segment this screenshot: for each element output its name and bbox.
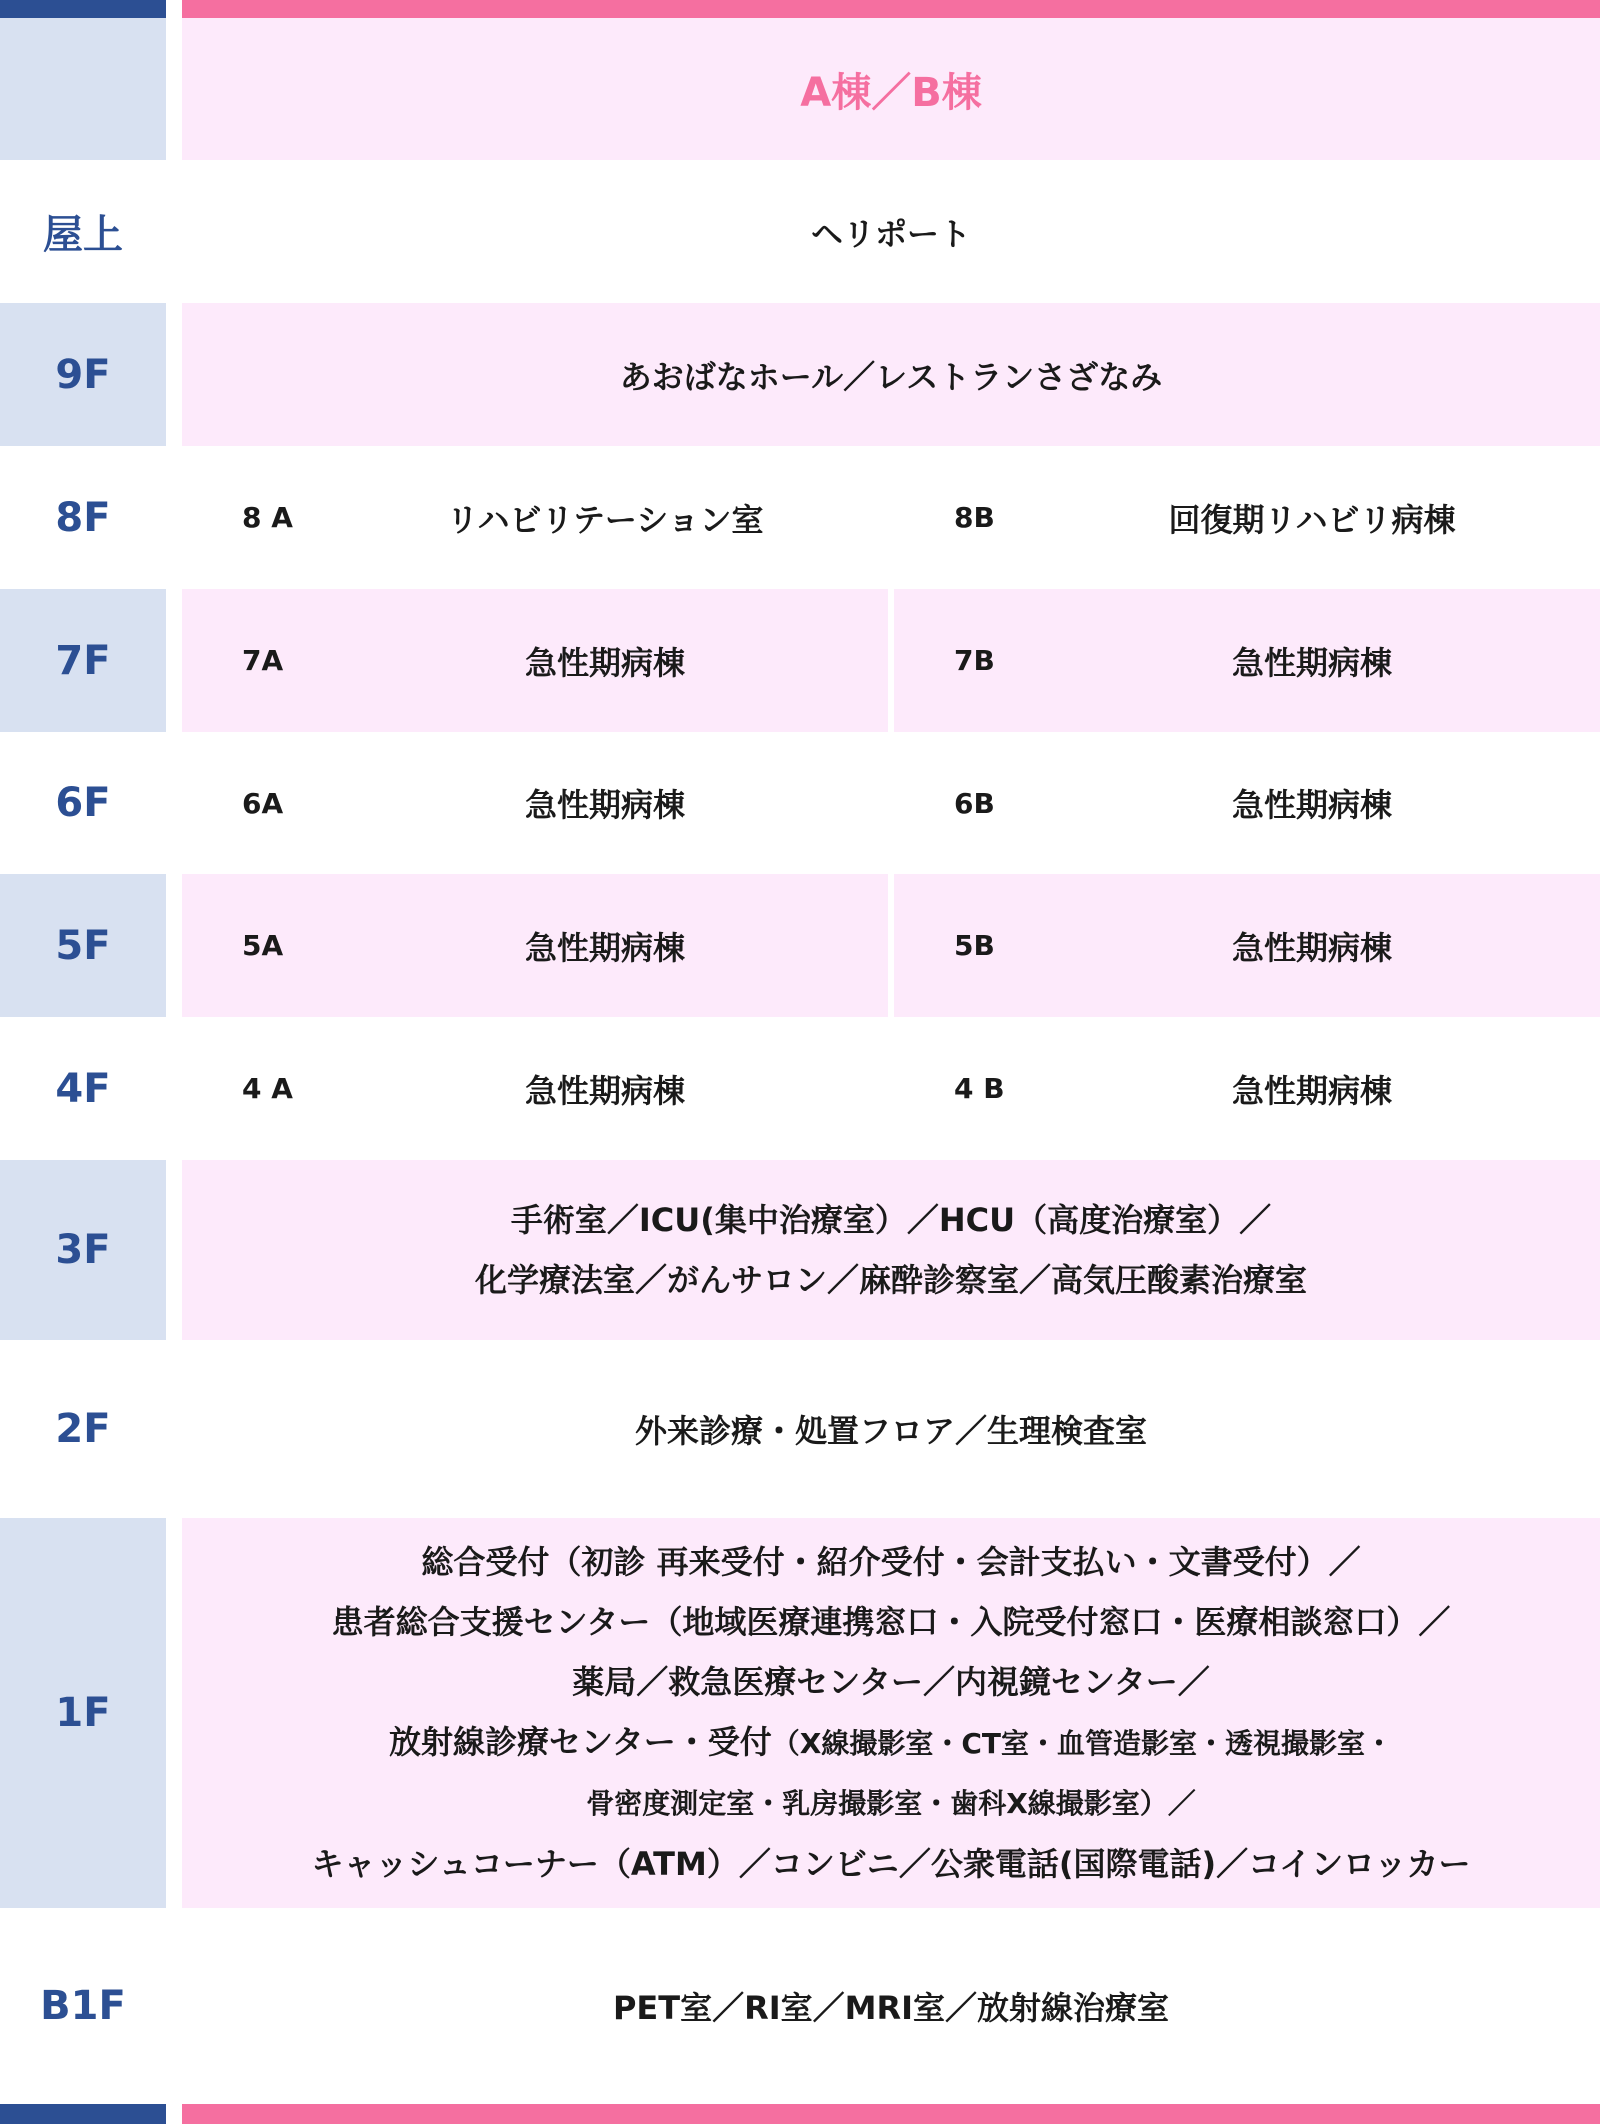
floor-content [182,874,1600,1017]
floor-row-b1f [0,1908,1600,2104]
floor-content [182,1340,1600,1518]
floor-facilities [312,1532,1471,1894]
floor-facilities: 外来診療・処置フロア／生理検査室 [634,1412,1147,1450]
ward-a-cell [182,446,888,589]
floor-row-8f [0,446,1600,589]
facility-line [312,1712,1471,1774]
ward-a-cell [182,589,888,732]
floor-row-2f [0,1340,1600,1518]
top-bar-right [182,0,1600,18]
floor-label: 4F [55,1065,111,1112]
ward-department: 急性期病棟 [1231,928,1392,967]
ward-a-cell [182,874,888,1017]
facility-line: 薬局／救急医療センター／内視鏡センター／ [572,1663,1210,1701]
floor-label: 5F [0,874,166,1017]
floor-content [182,303,1600,446]
floor-row-3f [0,1160,1600,1340]
floor-content [182,1908,1600,2104]
header-cell [182,18,1600,160]
ward-department: 急性期病棟 [1231,786,1392,824]
ward-code: 7B [954,644,995,677]
header-floor-cell [0,18,166,160]
facility-line: 手術室／ICU(集中治療室）／HCU（高度治療室）／ [510,1201,1272,1239]
floor-facilities [475,1190,1307,1310]
floor-label: 9F [0,303,166,446]
floor-content [182,1518,1600,1908]
floor-row-1f [0,1518,1600,1908]
floor-content [182,160,1600,303]
ward-code: 6B [954,786,995,820]
top-bar-left [0,0,166,18]
facility-line: キャッシュコーナー（ATM）／コンビニ／公衆電話(国際電話)／コインロッカー [311,1845,1471,1883]
ward-department: 急性期病棟 [524,928,685,967]
floor-label: 7F [0,589,166,732]
floor-content [182,1017,1600,1160]
facility-detail: （X線撮影室・CT室・血管造影室・透視撮影室・ [771,1727,1393,1760]
ward-department: リハビリテーション室 [446,500,764,539]
ward-department: 回復期リハビリ病棟 [1168,500,1456,539]
building-title: A棟／B棟 [800,69,982,116]
ward-a-cell [182,732,888,874]
bottom-bar-right [182,2104,1600,2124]
facility-line: 骨密度測定室・乳房撮影室・歯科X線撮影室）／ [586,1787,1196,1820]
floor-row-7f [0,589,1600,732]
ward-code: 4 B [954,1072,1005,1105]
facility-line: 患者総合支援センター（地域医療連携窓口・入院受付窓口・医療相談窓口）／ [331,1603,1451,1641]
ward-department: 急性期病棟 [524,1071,685,1110]
floor-label: B1F [40,1983,126,2029]
floor-label: 1F [0,1518,166,1908]
ward-code: 5A [242,929,284,962]
ward-code: 4 A [242,1072,293,1105]
floor-row-6f [0,732,1600,874]
ward-b-cell [894,874,1600,1017]
floor-content [182,446,1600,589]
floor-row-rooftop [0,160,1600,303]
floor-content [182,589,1600,732]
facility-line: 総合受付（初診 再来受付・紹介受付・会計支払い・文書受付）／ [421,1543,1361,1581]
facility-line: 化学療法室／がんサロン／麻酔診察室／高気圧酸素治療室 [474,1261,1307,1299]
ward-code: 6A [242,786,284,820]
floor-facilities: あおばなホール／レストランさざなみ [619,357,1163,396]
floor-row-9f [0,303,1600,446]
floor-label: 2F [55,1406,111,1452]
ward-code: 8B [954,501,995,534]
ward-b-cell [894,732,1600,874]
ward-b-cell [894,446,1600,589]
floor-row-5f [0,874,1600,1017]
floor-row-4f [0,1017,1600,1160]
ward-b-cell [894,589,1600,732]
ward-a-cell [182,1017,888,1160]
floor-content [182,1160,1600,1340]
floor-label: 8F [55,494,111,541]
ward-department: 急性期病棟 [1231,1071,1392,1110]
ward-code: 8 A [242,501,293,534]
header-row [0,18,1600,160]
ward-department: 急性期病棟 [1231,643,1392,682]
ward-code: 5B [954,929,995,962]
ward-code: 7A [242,644,284,677]
floor-label: 6F [55,780,111,826]
bottom-bar-left [0,2104,166,2124]
floor-label: 屋上 [43,212,123,258]
floor-label: 3F [0,1160,166,1340]
floor-facilities: ヘリポート [810,214,971,253]
ward-department: 急性期病棟 [524,786,685,824]
floor-facilities: PET室／RI室／MRI室／放射線治療室 [612,1989,1170,2027]
ward-department: 急性期病棟 [524,643,685,682]
floor-content [182,732,1600,874]
ward-b-cell [894,1017,1600,1160]
facility-main: 放射線診療センター・受付 [389,1723,772,1761]
